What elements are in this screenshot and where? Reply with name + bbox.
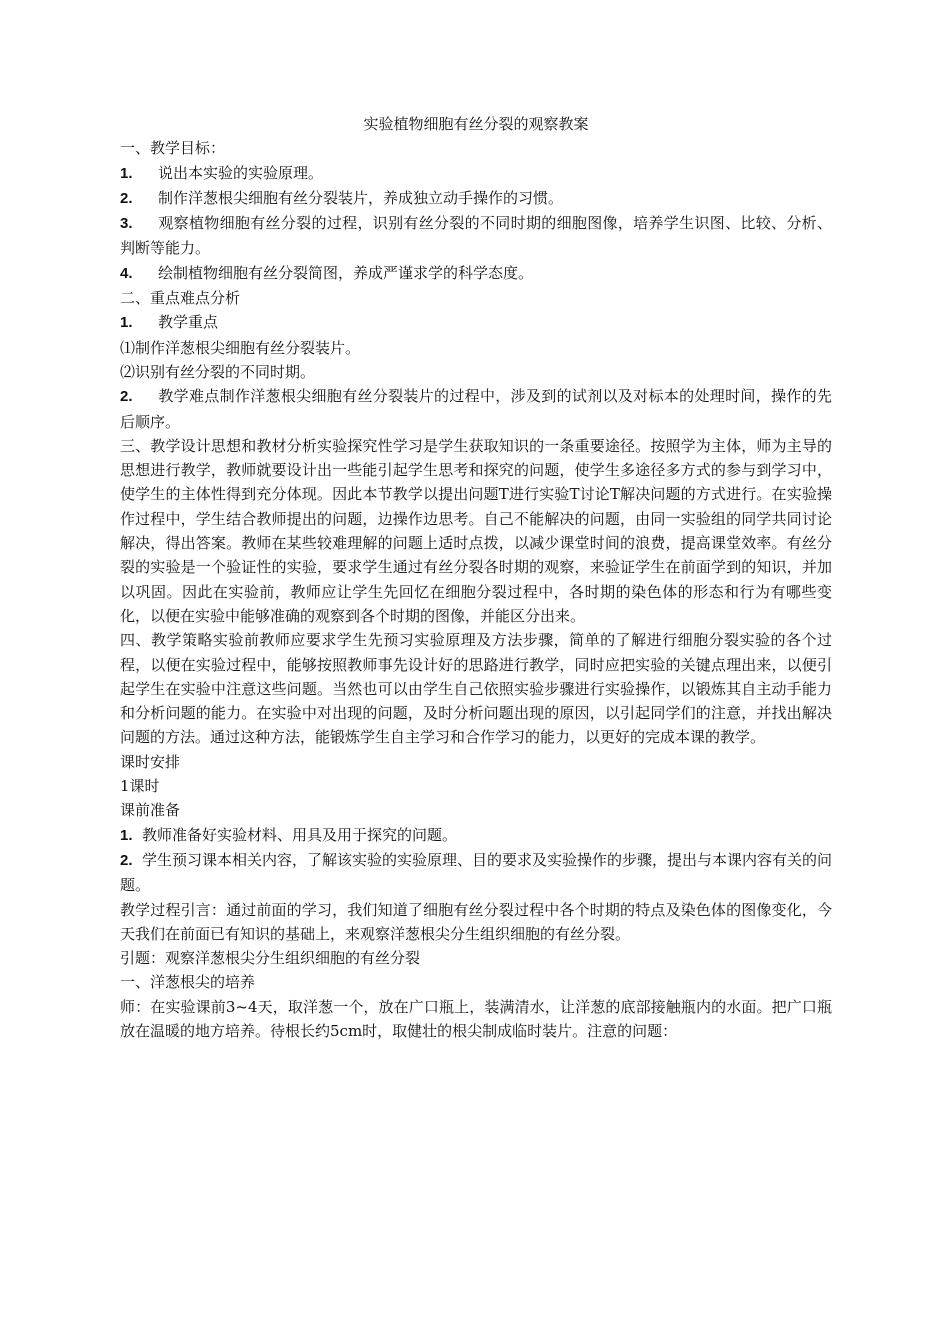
- key-point-item: ⑴制作洋葱根尖细胞有丝分裂装片。: [120, 338, 361, 357]
- item-text: 教师准备好实验材料、用具及用于探究的问题。: [142, 825, 458, 844]
- item-number: 2.: [120, 189, 133, 207]
- objective-item: [120, 186, 832, 211]
- item-number: 1.: [120, 314, 133, 332]
- process-sub-heading: 一、洋葱根尖的培养: [120, 973, 256, 992]
- item-text: 教学重点: [158, 313, 219, 332]
- item-text: 制作洋葱根尖细胞有丝分裂装片，养成独立动手操作的习惯。: [158, 188, 564, 207]
- difficulty-item: [120, 384, 832, 434]
- item-text: 说出本实验的实验原理。: [158, 163, 324, 182]
- objective-item: [120, 161, 832, 186]
- item-number: 1.: [120, 164, 133, 182]
- section-design-philosophy: 三、教学设计思想和教材分析实验探究性学习是学生获取知识的一条重要途径。按照学为主体，师为主导的思想进行教学，教师就要设计出一些能引起学生思考和探究的问题，使学生多途径多方式的参与到学习中，使学生的主体性得到充分体现。因此本节教学以提出问题T进行实验T讨论T解决问题的方式进行。在实验操作过程中，学生结合教师提出的问题，边操作边思考。自己不能解决的问题，由同一实验组的同学共同讨论解决，得出答案。教师在某些较难理解的问题上适时点拨，以减少课堂时间的浪费，提高课堂效率。有丝分裂的实验是一个验证性的实验，要求学生通过有丝分裂各时期的观察，来验证学生在前面学到的知识，并加以巩固。因此在实验前，教师应让学生先回忆在细胞分裂过程中，各时期的染色体的形态和行为有哪些变化，以便在实验中能够准确的观察到各个时期的图像，并能区分出来。: [120, 436, 832, 625]
- prep-heading: 课前准备: [120, 801, 181, 820]
- objective-item: [120, 261, 832, 286]
- section-teaching-strategy: 四、教学策略实验前教师应要求学生先预习实验原理及方法步骤，简单的了解进行细胞分裂实验的各个过程，以便在实验过程中，能够按照教师事先设计好的思路进行教学，同时应把实验的关键点理出来，以便引起学生在实验中注意这些问题。当然也可以由学生自己依照实验步骤进行实验操作，以锻炼其自主动手能力和分析问题的能力。在实验中对出现的问题，及时分析问题出现的原因，以引起同学们的注意，并找出解决问题的方法。通过这种方法，能锻炼学生自主学习和合作学习的能力，以更好的完成本课的教学。: [120, 631, 832, 747]
- item-number: 4.: [120, 264, 133, 282]
- process-topic: 引题：观察洋葱根尖分生组织细胞的有丝分裂: [120, 949, 421, 968]
- item-number: 3.: [120, 215, 133, 233]
- item-text: 学生预习课本相关内容，了解该实验的实验原理、目的要求及实验操作的步骤，提出与本课内容有关的问题。: [120, 850, 833, 895]
- item-number: 2.: [120, 388, 133, 406]
- item-text: 教学难点制作洋葱根尖细胞有丝分裂装片的过程中，涉及到的试剂以及对标本的处理时间，操作的先后顺序。: [120, 387, 832, 431]
- section-heading-objectives: 一、教学目标：: [120, 139, 226, 158]
- item-number: 2.: [120, 851, 133, 869]
- page-title: 实验植物细胞有丝分裂的观察教案: [363, 115, 589, 133]
- prep-item: [120, 848, 832, 898]
- key-point-item: ⑵识别有丝分裂的不同时期。: [120, 362, 316, 381]
- item-number: 1.: [120, 826, 133, 844]
- schedule-heading: 课时安排: [120, 752, 181, 771]
- process-intro: 教学过程引言：通过前面的学习，我们知道了细胞有丝分裂过程中各个时期的特点及染色体的图像变化，今天我们在前面已有知识的基础上，来观察洋葱根尖分生组织细胞的有丝分裂。: [120, 900, 832, 943]
- document-page: [120, 112, 832, 1043]
- item-text: 绘制植物细胞有丝分裂简图，养成严谨求学的科学态度。: [158, 263, 534, 282]
- objective-item: [120, 211, 832, 261]
- section-heading-key-points: 二、重点难点分析: [120, 289, 241, 308]
- schedule-value: 1课时: [120, 777, 160, 796]
- item-text: 观察植物细胞有丝分裂的过程，识别有丝分裂的不同时期的细胞图像，培养学生识图、比较、分析、判断等能力。: [120, 214, 832, 258]
- teacher-paragraph: 师：在实验课前3~4天，取洋葱一个，放在广口瓶上，装满清水，让洋葱的底部接触瓶内的水面。把广口瓶放在温暖的地方培养。待根长约5cm时，取健壮的根尖制成临时装片。注意的问题：: [120, 997, 832, 1040]
- prep-item: [120, 823, 832, 848]
- key-point-label: [120, 310, 832, 335]
